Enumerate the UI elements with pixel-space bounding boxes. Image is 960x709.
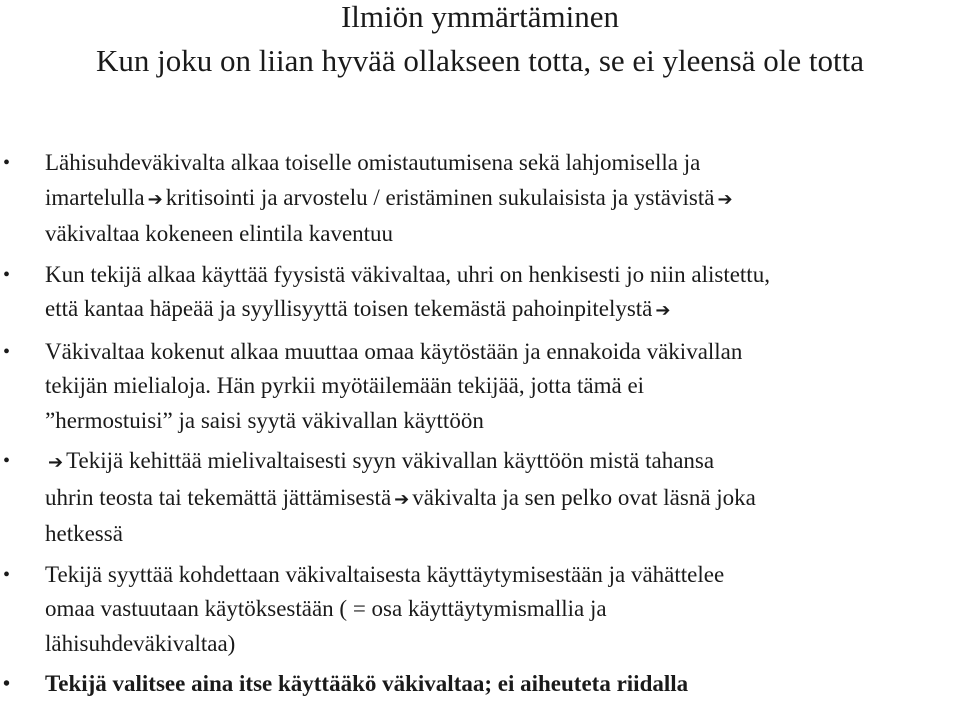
title-heading: Ilmiön ymmärtäminen [340, 0, 620, 34]
bullet-line [45, 335, 956, 370]
bullet-line [45, 592, 956, 627]
bullet-dot-icon: • [3, 673, 11, 695]
bullet-text: kritisointi ja arvostelu / eristäminen sukulaisista ja ystävistä [165, 184, 715, 210]
bullet-line [45, 517, 956, 552]
arrow-right-icon: ➔ [717, 188, 733, 210]
bullet-text: Tekijä kehittää mielivaltaisesti syyn väkivallan käyttöön mistä tahansa [66, 448, 715, 473]
bullet-text: Väkivaltaa kokenut alkaa muuttaa omaa käytöstään ja ennakoida väkivallan [45, 338, 743, 364]
bullet-list [0, 146, 960, 708]
arrow-right-icon: ➔ [48, 452, 64, 473]
bullet-dot-icon: • [3, 152, 11, 174]
bullet-text: tekijän mielialoja. Hän pyrkii myötäilemään tekijää, jotta tämä ei [45, 373, 645, 398]
bullet-text: uhrin teosta tai tekemättä jättämisestä [45, 484, 392, 510]
bullet-text: lähisuhdeväkivaltaa) [45, 630, 236, 656]
bullet-item [0, 558, 960, 662]
bullet-item [0, 335, 960, 439]
bullet-text: Kun tekijä alkaa käyttää fyysistä väkivaltaa, uhri on henkisesti jo niin alistettu, [45, 261, 770, 287]
bullet-item [0, 146, 960, 252]
bullet-text: että kantaa häpeää ja syyllisyyttä toisen tekemästä pahoinpitelystä [45, 296, 653, 321]
arrow-right-icon: ➔ [147, 188, 163, 210]
bullet-text: Tekijä syyttää kohdettaan väkivaltaisesta käyttäytymisestään ja vähättelee [45, 561, 725, 587]
title-subheading: Kun joku on liian hyvää ollakseen totta, se ei yleensä ole totta [96, 43, 864, 78]
bullet-line [45, 146, 956, 181]
bullet-text: ”hermostuisi” ja saisi syytä väkivallan käyttöön [45, 407, 484, 433]
bullet-line [45, 217, 956, 252]
bullet-dot-icon: • [3, 340, 11, 363]
bullet-line [45, 369, 956, 404]
bullet-line [45, 404, 956, 439]
bullet-line [45, 481, 956, 518]
bullet-line [45, 444, 956, 481]
bullet-item [0, 667, 960, 702]
bullet-line [45, 558, 956, 593]
bullet-line [45, 667, 956, 702]
bullet-line [45, 258, 956, 293]
bullet-text: omaa vastuutaan käytöksestään ( = osa käyttäytymismallia ja [45, 596, 607, 621]
bullet-dot-icon: • [3, 263, 11, 286]
bullet-line [45, 181, 956, 218]
arrow-right-icon: ➔ [655, 300, 671, 321]
bullet-text: hetkessä [45, 521, 123, 546]
bullet-item [0, 444, 960, 552]
bullet-text: Lähisuhdeväkivalta alkaa toiselle omistautumisena sekä lahjomisella ja [45, 150, 701, 175]
bullet-dot-icon: • [3, 450, 11, 472]
slide-title [0, 0, 960, 78]
arrow-right-icon: ➔ [394, 488, 410, 510]
bullet-dot-icon: • [3, 563, 11, 586]
bullet-item [0, 258, 960, 329]
bullet-text: väkivaltaa kokeneen elintila kaventuu [45, 221, 394, 246]
bullet-text: Tekijä valitsee aina itse käyttääkö väkivaltaa; ei aiheuteta riidalla [45, 671, 689, 696]
bullet-text: imartelulla [45, 184, 145, 210]
bullet-line [45, 627, 956, 662]
bullet-text: väkivalta ja sen pelko ovat läsnä joka [412, 484, 756, 510]
bullet-line [45, 292, 956, 329]
